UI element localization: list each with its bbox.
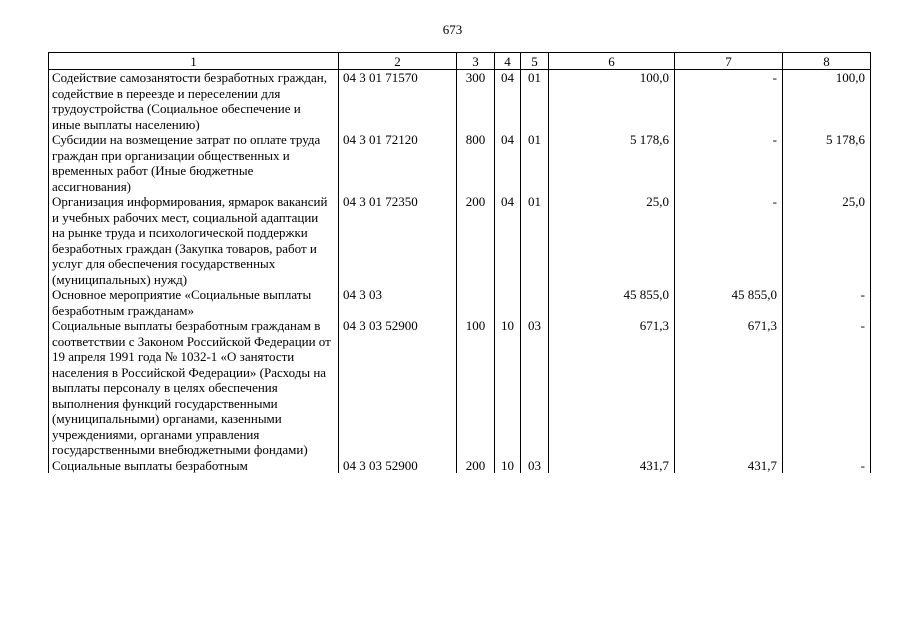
budget-table [48,52,871,473]
table-row [49,70,871,133]
header-col-1: 1 [49,53,339,70]
row-col8: 5 178,6 [783,132,871,194]
row-col7: - [675,132,783,194]
row-col6: 671,3 [549,318,675,458]
row-name: Социальные выплаты безработным гражданам в соответствии с Законом Российской Федерации от 19 апреля 1991 года № 1032-1 «О занятости населения в Российской Федерации» (Расходы на выплаты персоналу в целях обеспечения выполнения функций государственными (муниципальными) органами, казенными учреждениями, органами управления государственными внебюджетными фондами) [49,318,339,458]
row-col4 [495,287,521,318]
row-col5: 03 [521,458,549,474]
row-code: 04 3 03 [339,287,457,318]
row-col4: 04 [495,194,521,287]
header-col-6: 6 [549,53,675,70]
row-col8: 25,0 [783,194,871,287]
row-col7: 45 855,0 [675,287,783,318]
row-col7: 431,7 [675,458,783,474]
row-code: 04 3 01 72350 [339,194,457,287]
row-col5: 01 [521,194,549,287]
page-number: 673 [442,22,463,37]
row-col6: 431,7 [549,458,675,474]
row-col3: 100 [457,318,495,458]
row-col3: 200 [457,458,495,474]
row-col8: - [783,318,871,458]
row-code: 04 3 01 72120 [339,132,457,194]
header-col-2: 2 [339,53,457,70]
row-code: 04 3 03 52900 [339,318,457,458]
row-col4: 04 [495,132,521,194]
table-row [49,318,871,458]
row-col6: 25,0 [549,194,675,287]
row-col4: 10 [495,318,521,458]
row-col8: 100,0 [783,70,871,133]
table-row [49,194,871,287]
table-row [49,458,871,474]
row-code: 04 3 03 52900 [339,458,457,474]
row-code: 04 3 01 71570 [339,70,457,133]
row-col8: - [783,287,871,318]
row-name: Содействие самозанятости безработных граждан, содействие в переезде и переселении для трудоустройства (Социальное обеспечение и иные выплаты населению) [49,70,339,133]
row-name: Основное мероприятие «Социальные выплаты безработным гражданам» [49,287,339,318]
row-col6: 45 855,0 [549,287,675,318]
row-col6: 100,0 [549,70,675,133]
row-col5: 03 [521,318,549,458]
row-col5: 01 [521,70,549,133]
table-header-row [49,53,871,70]
table-row [49,287,871,318]
row-col7: - [675,70,783,133]
row-col4: 10 [495,458,521,474]
row-col8: - [783,458,871,474]
row-col3: 800 [457,132,495,194]
row-name: Социальные выплаты безработным [49,458,339,474]
header-col-4: 4 [495,53,521,70]
row-col7: 671,3 [675,318,783,458]
row-col5: 01 [521,132,549,194]
row-name: Организация информирования, ярмарок вакансий и учебных рабочих мест, социальной адаптации на рынке труда и психологической поддержки безработных граждан (Закупка товаров, работ и услуг для обеспечения государственных (муниципальных) нужд) [49,194,339,287]
header-col-5: 5 [521,53,549,70]
row-col3: 300 [457,70,495,133]
header-col-3: 3 [457,53,495,70]
row-col3: 200 [457,194,495,287]
row-name: Субсидии на возмещение затрат по оплате труда граждан при организации общественных и временных работ (Иные бюджетные ассигнования) [49,132,339,194]
table-row [49,132,871,194]
row-col4: 04 [495,70,521,133]
header-col-7: 7 [675,53,783,70]
row-col3 [457,287,495,318]
row-col5 [521,287,549,318]
row-col6: 5 178,6 [549,132,675,194]
header-col-8: 8 [783,53,871,70]
row-col7: - [675,194,783,287]
